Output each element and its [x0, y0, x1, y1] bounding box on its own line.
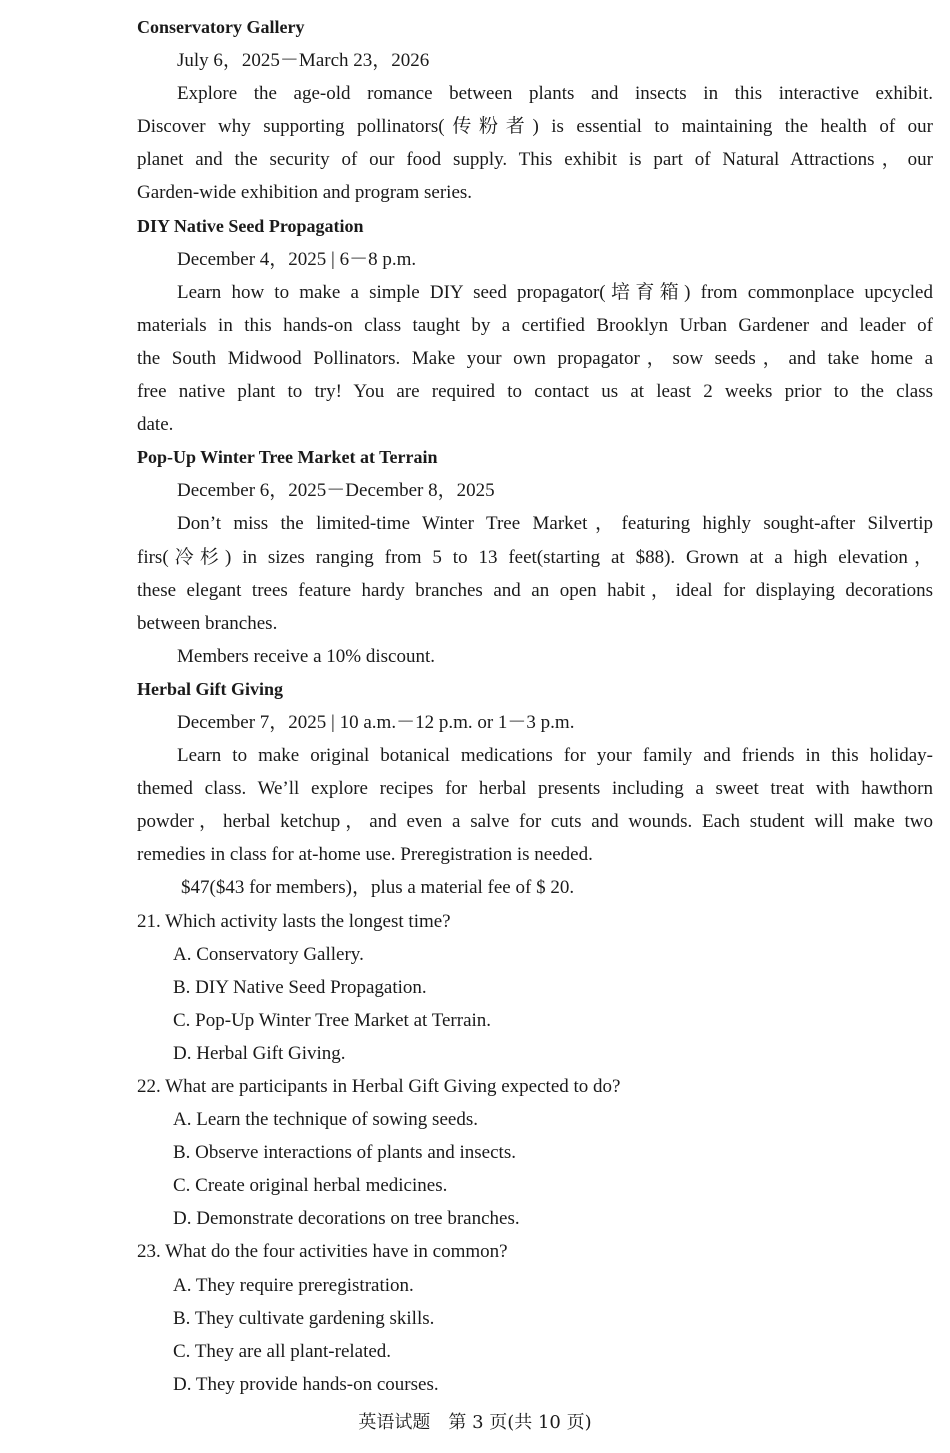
event-diy-seed-propagation [137, 210, 933, 442]
description-line: Don’t miss the limited-time Winter Tree Market，featuring highly sought-after Silvertip [177, 513, 933, 535]
description-line: themed class. We’ll explore recipes for herbal presents including a sweet treat with hawthorn [137, 778, 933, 800]
answer-option: C. Create original herbal medicines. [173, 1175, 448, 1197]
answer-option: C. Pop-Up Winter Tree Market at Terrain. [173, 1009, 492, 1031]
description-line: Garden-wide exhibition and program series. [137, 182, 473, 204]
description-line: Learn how to make a simple DIY seed propagator(培育箱) from commonplace upcycled [177, 281, 933, 303]
event-winter-tree-market [137, 441, 933, 673]
description-line: powder，herbal ketchup，and even a salve for cuts and wounds. Each student will make two [137, 811, 933, 833]
answer-option: D. They provide hands-on courses. [173, 1373, 439, 1395]
question-stem: 22. What are participants in Herbal Gift Giving expected to do? [137, 1076, 621, 1097]
question-stem: 23. What do the four activities have in common? [137, 1241, 508, 1263]
fee-line: $47($43 for members)，plus a material fee of $ 20. [181, 877, 575, 899]
event-herbal-gift-giving [137, 673, 933, 905]
description-line: these elegant trees feature hardy branches and an open habit，ideal for displaying decorations [137, 579, 933, 601]
question-21 [137, 905, 933, 1070]
answer-option: D. Herbal Gift Giving. [173, 1042, 346, 1064]
question-23 [137, 1235, 933, 1400]
event-title: DIY Native Seed Propagation [137, 215, 364, 236]
event-title: Herbal Gift Giving [137, 678, 283, 699]
description-line: the South Midwood Pollinators. Make your own propagator，sow seeds，and take home a [137, 347, 933, 369]
answer-option: B. They cultivate gardening skills. [173, 1307, 435, 1329]
event-title: Pop-Up Winter Tree Market at Terrain [137, 447, 438, 468]
question-stem: 21. Which activity lasts the longest time? [137, 910, 451, 932]
event-date: December 6，2025－December 8，2025 [177, 480, 495, 502]
description-line: planet and the security of our food supply. This exhibit is part of Natural Attractions，our [137, 149, 933, 171]
answer-option: A. They require preregistration. [173, 1274, 414, 1296]
description-line: Learn to make original botanical medications for your family and friends in this holiday- [177, 745, 933, 767]
answer-option: B. Observe interactions of plants and insects. [173, 1142, 516, 1164]
answer-option: B. DIY Native Seed Propagation. [173, 976, 427, 998]
answer-option: D. Demonstrate decorations on tree branches. [173, 1208, 520, 1230]
event-date: July 6，2025－March 23，2026 [177, 50, 430, 72]
answer-option: C. They are all plant-related. [173, 1340, 392, 1362]
event-conservatory-gallery [137, 11, 933, 210]
description-line: date. [137, 414, 174, 436]
description-line: Explore the age-old romance between plants and insects in this interactive exhibit. [177, 83, 933, 105]
event-date: December 7，2025 | 10 a.m.－12 p.m. or 1－3 p.m. [177, 711, 575, 733]
event-date: December 4，2025 | 6－8 p.m. [177, 248, 417, 270]
answer-option: A. Conservatory Gallery. [173, 943, 364, 965]
description-line: firs(冷杉) in sizes ranging from 5 to 13 feet(starting at $88). Grown at a high elevation， [137, 546, 933, 568]
page-footer: 英语试题 第 3 页(共 10 页) [358, 1412, 592, 1433]
exam-page [137, 11, 933, 1401]
description-line: Discover why supporting pollinators(传粉者) is essential to maintaining the health of our [137, 116, 933, 138]
answer-option: A. Learn the technique of sowing seeds. [173, 1109, 478, 1131]
description-line: materials in this hands-on class taught by a certified Brooklyn Urban Gardener and leader of [137, 314, 933, 336]
description-line: free native plant to try! You are required to contact us at least 2 weeks prior to the class [137, 381, 933, 403]
description-line: between branches. [137, 612, 278, 634]
question-22 [137, 1070, 933, 1235]
member-discount-note: Members receive a 10% discount. [177, 645, 435, 667]
event-title: Conservatory Gallery [137, 17, 305, 37]
description-line: remedies in class for at-home use. Preregistration is needed. [137, 844, 593, 866]
